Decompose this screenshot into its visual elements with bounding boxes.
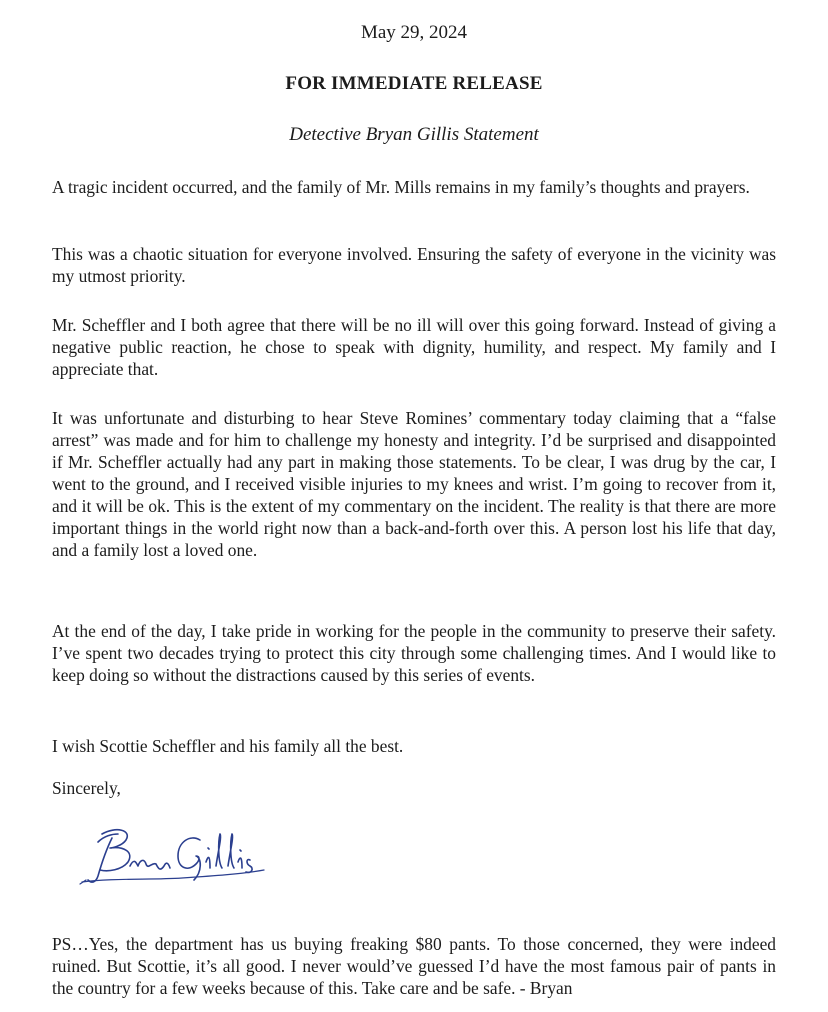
closing-sincerely: Sincerely,	[52, 778, 121, 798]
release-date: May 29, 2024	[360, 22, 468, 43]
handwritten-signature	[72, 822, 272, 894]
statement-subtitle: Detective Bryan Gillis Statement	[289, 124, 539, 145]
paragraph-no-ill-will: Mr. Scheffler and I both agree that there will be no ill will over this going forward. Instead of giving a negative public reaction, he chose to speak with dignity, humility, and respect. My family and I appreciate that.	[52, 315, 776, 379]
release-heading: FOR IMMEDIATE RELEASE	[285, 73, 543, 94]
paragraph-condolences: A tragic incident occurred, and the family of Mr. Mills remains in my family’s thoughts and prayers.	[52, 177, 750, 197]
paragraph-commentary-response: It was unfortunate and disturbing to hear Steve Romines’ commentary today claiming that a “false arrest” was made and for him to challenge my honesty and integrity. I’d be surprised and disappointed if Mr. Scheffler actually had any part in making those statements. To be clear, I was drug by the car, I went to the ground, and I received visible injuries to my knees and wrist. I’m going to recover from it, and it will be ok. This is the extent of my commentary on the incident. The reality is that there are more important things in the world right now than a back-and-forth over this. A person lost his life that day, and a family lost a loved one.	[52, 408, 776, 560]
postscript: PS…Yes, the department has us buying freaking $80 pants. To those concerned, they were indeed ruined. But Scottie, it’s all good. I never would’ve guessed I’d have the most famous pair of pants in the country for a few weeks because of this. Take care and be safe. - Bryan	[52, 934, 776, 998]
paragraph-community-service: At the end of the day, I take pride in working for the people in the community to preserve their safety. I’ve spent two decades trying to protect this city through some challenging times. And I would like to keep doing so without the distractions caused by this series of events.	[52, 621, 776, 685]
paragraph-well-wishes: I wish Scottie Scheffler and his family all the best.	[52, 736, 404, 756]
paragraph-chaotic-situation: This was a chaotic situation for everyone involved. Ensuring the safety of everyone in the vicinity was my utmost priority.	[52, 244, 776, 286]
